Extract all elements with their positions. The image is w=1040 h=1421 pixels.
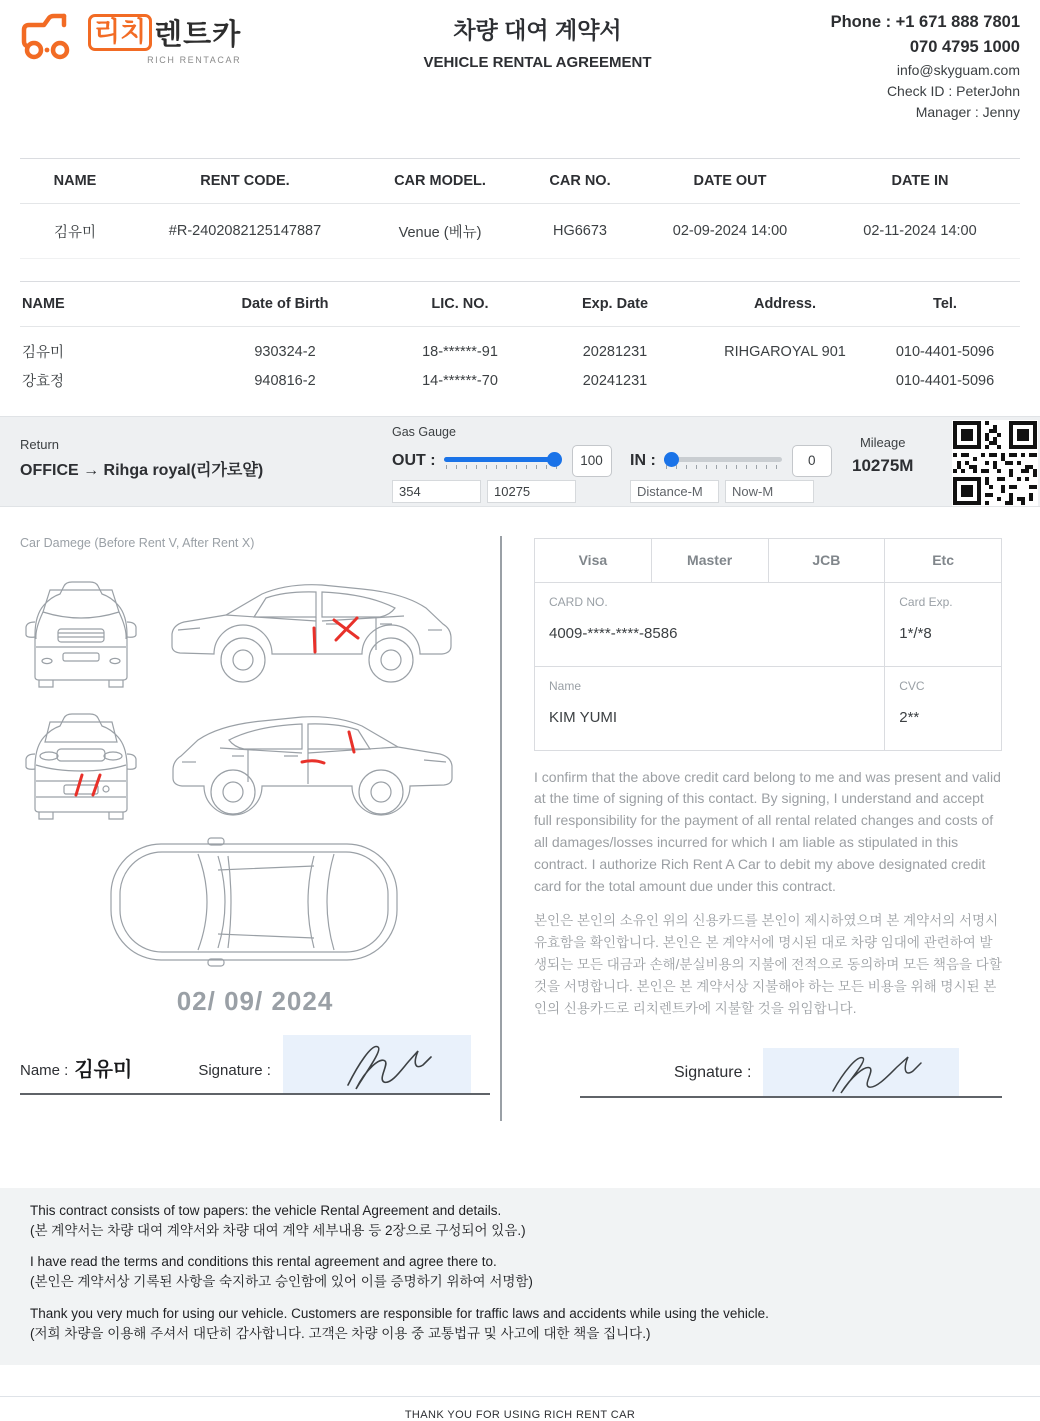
confirmation-text-english: I confirm that the above credit card belong to me and was present and valid at the time of signing of this contact. By signing, I understand and accept full responsibility for the payment of all rental related changes and costs of all damages/losses incurred for which I am liable as stipulated in this contract. I authorize Rich Rent A Car to debit my above designated credit card for the total amount due under this contract. <box>534 768 1001 894</box>
driver2-address <box>700 363 870 399</box>
out-label: OUT : <box>392 451 436 469</box>
footer-thanks-text: THANK YOU FOR USING RICH RENT CAR <box>404 1409 636 1421</box>
confirmation-text-korean: 본인은 본인의 소유인 위의 신용카드를 본인이 제시하였으며 본 계약서의 서명시 유효함을 확인합니다. 본인은 본 계약서에 명시된 대로 차량 임대에 관련하여 발생되는 모든 대금과 손해/분실비용의 지불에 전적으로 동의하며 모든 책음을 다할 것을 서명합니다. 본인은 본 계약서상 지불해야 하는 모든 비용을 위해 명시된 본인의 신용카드로 리치렌트카에 지불할 것을 위임합니다. <box>534 913 1002 1016</box>
driver-col-tel: Tel. <box>870 282 1020 327</box>
driver-info-table <box>20 281 1020 399</box>
name-value: 김유미 <box>74 1058 133 1081</box>
driver1-dob: 930324-2 <box>254 343 316 360</box>
card-type-etc[interactable]: Etc <box>885 538 1002 582</box>
distance-out-input[interactable] <box>392 480 481 503</box>
driver1-name: 김유미 <box>22 345 65 362</box>
mileage-value: 10275M <box>852 455 914 475</box>
cvc-value[interactable]: 2** <box>899 708 920 726</box>
credit-card-section <box>502 534 1040 1174</box>
note-2-english: I have read the terms and conditions this rental agreement and agree there to. <box>30 1254 497 1269</box>
mileage-in-input[interactable] <box>725 480 814 503</box>
card-no-value[interactable]: 4009-****-****-8586 <box>549 624 678 642</box>
gas-in-slider[interactable] <box>664 450 782 472</box>
logo-text-rentcar: 렌트카 <box>154 19 242 51</box>
card-signature-pad[interactable] <box>763 1048 959 1096</box>
car-front-view <box>20 577 142 689</box>
driver1-tel: 010-4401-5096 <box>895 343 995 360</box>
gas-out-slider-thumb[interactable] <box>547 452 562 467</box>
rental-col-carmodel: CAR MODEL. <box>360 159 520 204</box>
date-out: 02-09-2024 14:00 <box>640 204 820 259</box>
car-no: HG6673 <box>520 204 640 259</box>
driver-col-address: Address. <box>700 282 870 327</box>
car-side-view-right <box>164 572 460 694</box>
renter-signature <box>302 1037 452 1091</box>
driver2-exp: 20241231 <box>582 372 648 389</box>
footer-divider <box>0 1396 1040 1397</box>
car-side-view-left <box>164 704 460 826</box>
card-exp-value[interactable]: 1*/*8 <box>899 624 932 642</box>
car-rear-view <box>20 709 142 821</box>
renter-name: 김유미 <box>20 204 130 259</box>
gauge-strip <box>0 416 1040 507</box>
driver-col-lic: LIC. NO. <box>390 282 530 327</box>
driver-col-dob: Date of Birth <box>180 282 390 327</box>
car-damage-label: Car Damege (Before Rent V, After Rent X) <box>20 535 255 550</box>
driver2-dob: 940816-2 <box>254 372 316 389</box>
car-top-view <box>106 836 402 968</box>
car-model: Venue (베뉴) <box>360 204 520 259</box>
renter-signature-pad[interactable] <box>283 1035 471 1093</box>
note-2-korean: (본인은 계약서상 기록된 사항을 숙지하고 승인함에 있어 이를 증명하기 위하여 서명함) <box>30 1274 533 1290</box>
driver2-lic: 14-******-70 <box>422 372 498 389</box>
rental-col-datein: DATE IN <box>820 159 1020 204</box>
footer-notes-panel <box>0 1188 1040 1366</box>
rental-col-dateout: DATE OUT <box>640 159 820 204</box>
signature-label: Signature : <box>198 1061 271 1079</box>
page-title-korean: 차량 대여 계약서 <box>453 17 622 43</box>
card-signature <box>781 1049 941 1095</box>
rent-code: #R-2402082125147887 <box>130 204 360 259</box>
rental-col-rentcode: RENT CODE. <box>130 159 360 204</box>
driver2-tel: 010-4401-5096 <box>895 372 995 389</box>
distance-in-input[interactable] <box>630 480 719 503</box>
card-type-visa[interactable]: Visa <box>535 538 652 582</box>
card-holder-value[interactable]: KIM YUMI <box>549 708 618 726</box>
driver1-exp: 20281231 <box>582 343 648 360</box>
date-in: 02-11-2024 14:00 <box>820 204 1020 259</box>
rental-col-name: NAME <box>20 159 130 204</box>
note-3-korean: (저희 차량을 이용해 주셔서 대단히 감사합니다. 고객은 차량 이용 중 교통법규 및 사고에 대한 책을 집니다.) <box>30 1325 651 1341</box>
mileage-label: Mileage <box>859 434 906 450</box>
company-logo <box>20 8 320 65</box>
gas-out-value[interactable]: 100 <box>572 445 612 477</box>
driver-col-name: NAME <box>20 282 180 327</box>
card-exp-label: Card Exp. <box>899 594 953 609</box>
contact-info <box>755 8 1020 123</box>
driver2-name: 강효정 <box>22 374 65 390</box>
contact-phone-1: Phone : +1 671 888 7801 <box>830 13 1020 31</box>
credit-card-table <box>534 538 1002 751</box>
rental-col-carno: CAR NO. <box>520 159 640 204</box>
return-label: Return <box>20 436 60 452</box>
car-damage-diagrams[interactable] <box>20 572 500 968</box>
card-type-jcb[interactable]: JCB <box>768 538 885 582</box>
table-row <box>20 327 1020 363</box>
name-label: Name : <box>20 1061 69 1079</box>
page-title-english: VEHICLE RENTAL AGREEMENT <box>423 54 652 71</box>
card-signature-label: Signature : <box>674 1063 752 1081</box>
driver1-lic: 18-******-91 <box>422 343 498 360</box>
gas-in-value[interactable]: 0 <box>792 445 832 477</box>
qr-code <box>952 420 1038 506</box>
contact-check-id: Check ID : PeterJohn <box>886 82 1020 99</box>
table-row <box>20 363 1020 399</box>
driver-col-exp: Exp. Date <box>530 282 700 327</box>
gas-gauge-label: Gas Gauge <box>392 424 456 439</box>
card-type-master[interactable]: Master <box>651 538 768 582</box>
cvc-label: CVC <box>899 678 925 693</box>
car-damage-section <box>0 534 500 1174</box>
contact-email: info@skyguam.com <box>896 61 1020 78</box>
contact-manager: Manager : Jenny <box>915 103 1020 120</box>
card-no-label: CARD NO. <box>549 594 608 609</box>
note-1-english: This contract consists of tow papers: the vehicle Rental Agreement and details. <box>30 1202 502 1218</box>
logo-text-rich: 리치 <box>88 14 152 51</box>
logo-subtitle: RICH RENTACAR <box>147 55 242 65</box>
card-holder-label: Name <box>549 678 582 693</box>
contact-phone-2: 070 4795 1000 <box>909 37 1020 56</box>
rental-info-table <box>20 158 1020 259</box>
driver1-address: RIHGAROYAL 901 <box>724 343 846 360</box>
header <box>0 0 1040 120</box>
mileage-out-input[interactable] <box>487 480 576 503</box>
return-route: OFFICE → Rihga royal(리가로얄) <box>20 461 264 479</box>
in-label: IN : <box>630 451 656 469</box>
note-3-english: Thank you very much for using our vehicle. Customers are responsible for traffic laws and accidents while using the vehicle. <box>30 1305 769 1321</box>
table-row <box>20 204 1020 259</box>
note-1-korean: (본 계약서는 차량 대여 계약서와 차량 대여 계약 세부내용 등 2장으로 구성되어 있음.) <box>30 1222 526 1238</box>
truck-icon <box>20 12 82 65</box>
gas-out-slider[interactable] <box>444 450 562 472</box>
contract-date: 02/ 09/ 2024 <box>176 985 334 1016</box>
